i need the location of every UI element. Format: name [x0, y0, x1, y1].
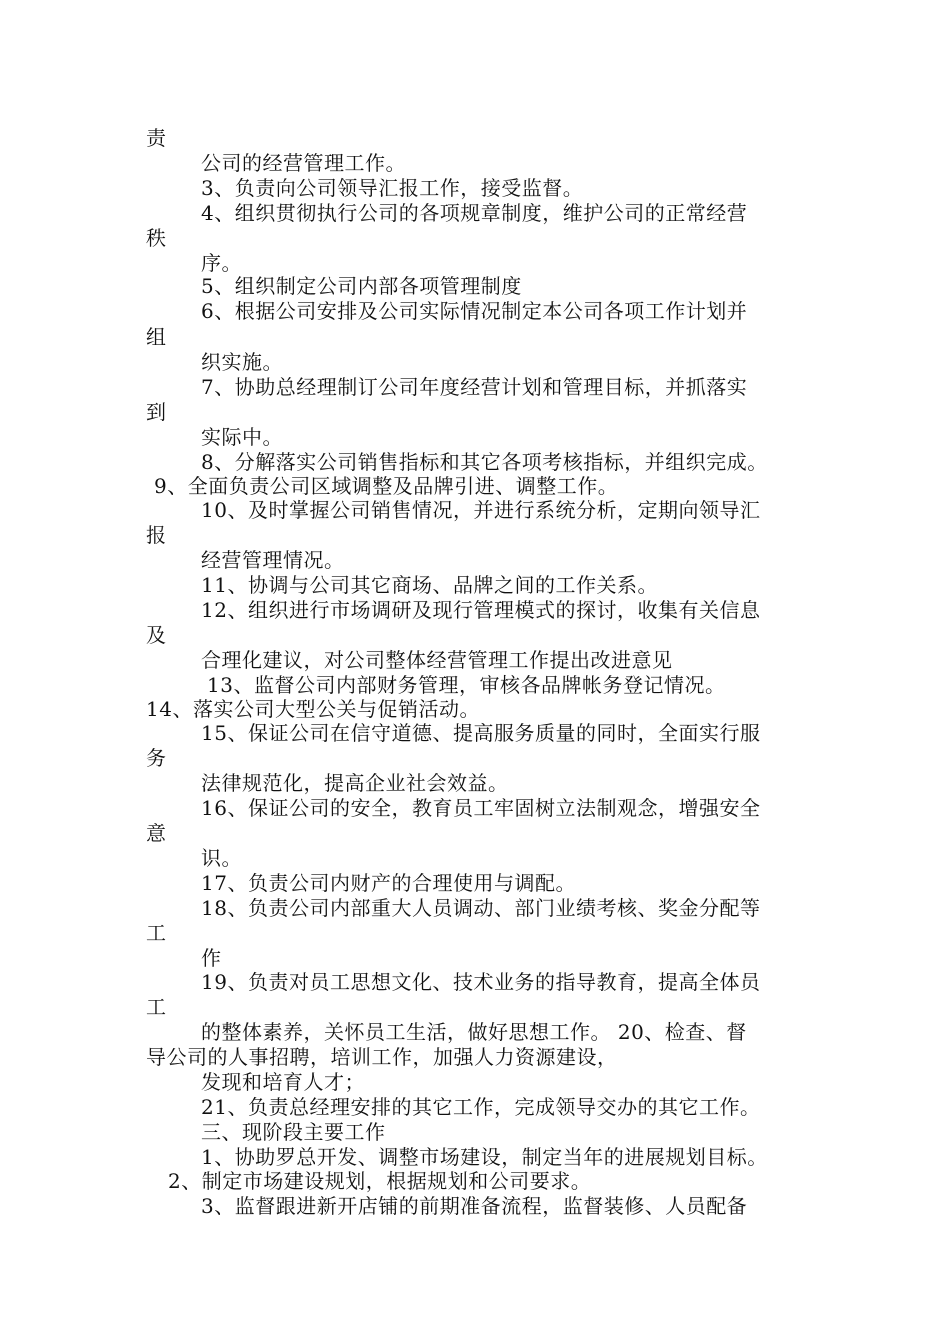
text-line: 19、负责对员工思想文化、技术业务的指导教育，提高全体员 — [201, 970, 761, 994]
text-line: 及 — [146, 623, 167, 647]
text-line: 2、制定市场建设规划，根据规划和公司要求。 — [168, 1169, 592, 1193]
text-line: 工 — [146, 995, 167, 1019]
text-line: 8、分解落实公司销售指标和其它各项考核指标，并组织完成。 — [201, 450, 768, 474]
text-line: 经营管理情况。 — [201, 548, 345, 572]
text-line: 14、落实公司大型公关与促销活动。 — [146, 697, 480, 721]
text-line: 3、负责向公司领导汇报工作，接受监督。 — [201, 176, 584, 200]
text-line: 11、协调与公司其它商场、品牌之间的工作关系。 — [201, 573, 658, 597]
text-line: 16、保证公司的安全，教育员工牢固树立法制观念，增强安全 — [201, 796, 761, 820]
text-line: 到 — [146, 400, 167, 424]
text-line: 的整体素养，关怀员工生活，做好思想工作。 20、检查、督 — [201, 1020, 747, 1044]
text-line: 秩 — [146, 226, 167, 250]
text-line: 识。 — [201, 846, 242, 870]
text-line: 3、监督跟进新开店铺的前期准备流程，监督装修、人员配备 — [201, 1194, 748, 1218]
text-line: 责 — [146, 126, 167, 150]
text-line: 5、组织制定公司内部各项管理制度 — [201, 274, 522, 298]
text-line: 17、负责公司内财产的合理使用与调配。 — [201, 871, 576, 895]
text-line: 合理化建议，对公司整体经营管理工作提出改进意见 — [201, 648, 673, 672]
text-line: 法律规范化，提高企业社会效益。 — [201, 771, 509, 795]
text-line: 三、现阶段主要工作 — [201, 1120, 386, 1144]
text-line: 7、协助总经理制订公司年度经营计划和管理目标，并抓落实 — [201, 375, 748, 399]
text-line: 务 — [146, 746, 167, 770]
text-line: 织实施。 — [201, 350, 283, 374]
text-line: 发现和培育人才； — [201, 1070, 365, 1094]
text-line: 导公司的人事招聘，培训工作，加强人力资源建设， — [146, 1045, 618, 1069]
text-line: 13、监督公司内部财务管理，审核各品牌帐务登记情况。 — [207, 673, 726, 697]
text-line: 组 — [146, 325, 167, 349]
text-line: 工 — [146, 921, 167, 945]
text-line: 实际中。 — [201, 425, 283, 449]
text-line: 意 — [146, 821, 167, 845]
text-line: 4、组织贯彻执行公司的各项规章制度，维护公司的正常经营 — [201, 201, 748, 225]
text-line: 10、及时掌握公司销售情况，并进行系统分析，定期向领导汇 — [201, 498, 761, 522]
text-line: 12、组织进行市场调研及现行管理模式的探讨，收集有关信息 — [201, 598, 761, 622]
text-line: 15、保证公司在信守道德、提高服务质量的同时，全面实行服 — [201, 721, 761, 745]
text-line: 报 — [146, 523, 167, 547]
text-line: 1、协助罗总开发、调整市场建设，制定当年的进展规划目标。 — [201, 1145, 768, 1169]
text-line: 序。 — [201, 251, 242, 275]
text-line: 18、负责公司内部重大人员调动、部门业绩考核、奖金分配等 — [201, 896, 761, 920]
text-line: 作 — [201, 946, 222, 970]
text-line: 6、根据公司安排及公司实际情况制定本公司各项工作计划并 — [201, 299, 748, 323]
text-line: 9、全面负责公司区域调整及品牌引进、调整工作。 — [154, 474, 619, 498]
text-line: 21、负责总经理安排的其它工作，完成领导交办的其它工作。 — [201, 1095, 761, 1119]
text-line: 公司的经营管理工作。 — [201, 151, 406, 175]
